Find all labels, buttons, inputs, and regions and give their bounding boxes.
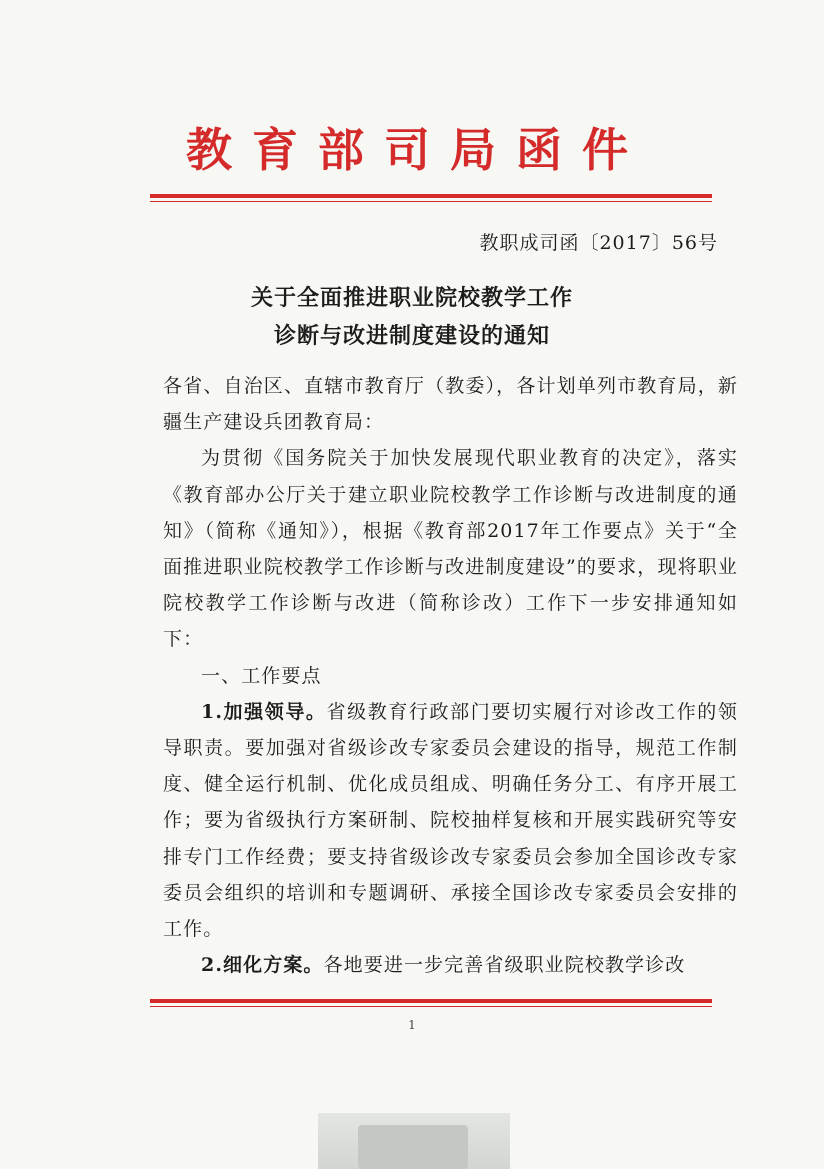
letterhead-rule-thick: [150, 194, 712, 198]
footer-rule-thin: [150, 1006, 712, 1007]
notice-body: [163, 368, 738, 983]
notice-title-line1: 关于全面推进职业院校教学工作: [250, 285, 573, 311]
item-2-paragraph: [163, 947, 738, 983]
intro-paragraph: 为贯彻《国务院关于加快发展现代职业教育的决定》，落实《教育部办公厅关于建立职业院校教学工作诊断与改进制度的通知》（简称《通知》），根据《教育部2017年工作要点》关于“全面推进职业院校教学工作诊断与改进制度建设”的要求，现将职业院校教学工作诊断与改进（简称诊改）工作下一步安排通知如下：: [163, 447, 738, 651]
item-2-text: 各地要进一步完善省级职业院校教学诊改: [323, 954, 686, 977]
item-1-paragraph: [163, 694, 738, 947]
section-heading: 一、工作要点: [201, 664, 322, 687]
item-1-text: 省级教育行政部门要切实履行对诊改工作的领导职责。要加强对省级诊改专家委员会建设的指导，规范工作制度、健全运行机制、优化成员组成、明确任务分工、有序开展工作；要为省级执行方案研制、院校抽样复核和开展实践研究等安排专门工作经费；要支持省级诊改专家委员会参加全国诊改专家委员会组织的培训和专题调研、承接全国诊改专家委员会安排的工作。: [163, 700, 738, 941]
notice-title-line2: 诊断与改进制度建设的通知: [273, 323, 550, 349]
scan-artifact-inner: [358, 1125, 468, 1169]
letterhead-rule-thin: [150, 201, 712, 202]
document-number: 教职成司函〔2017〕56号: [479, 232, 718, 254]
item-1-lead: 1.加强领导。: [201, 700, 327, 723]
salutation: 各省、自治区、直辖市教育厅（教委），各计划单列市教育局，新疆生产建设兵团教育局：: [163, 375, 738, 434]
scan-artifact-stamp: [318, 1113, 510, 1169]
letterhead-title: 教育部司局函件: [186, 123, 648, 177]
page-number: 1: [408, 1018, 416, 1032]
item-2-lead: 2.细化方案。: [201, 954, 324, 977]
footer-rule-thick: [150, 999, 712, 1003]
